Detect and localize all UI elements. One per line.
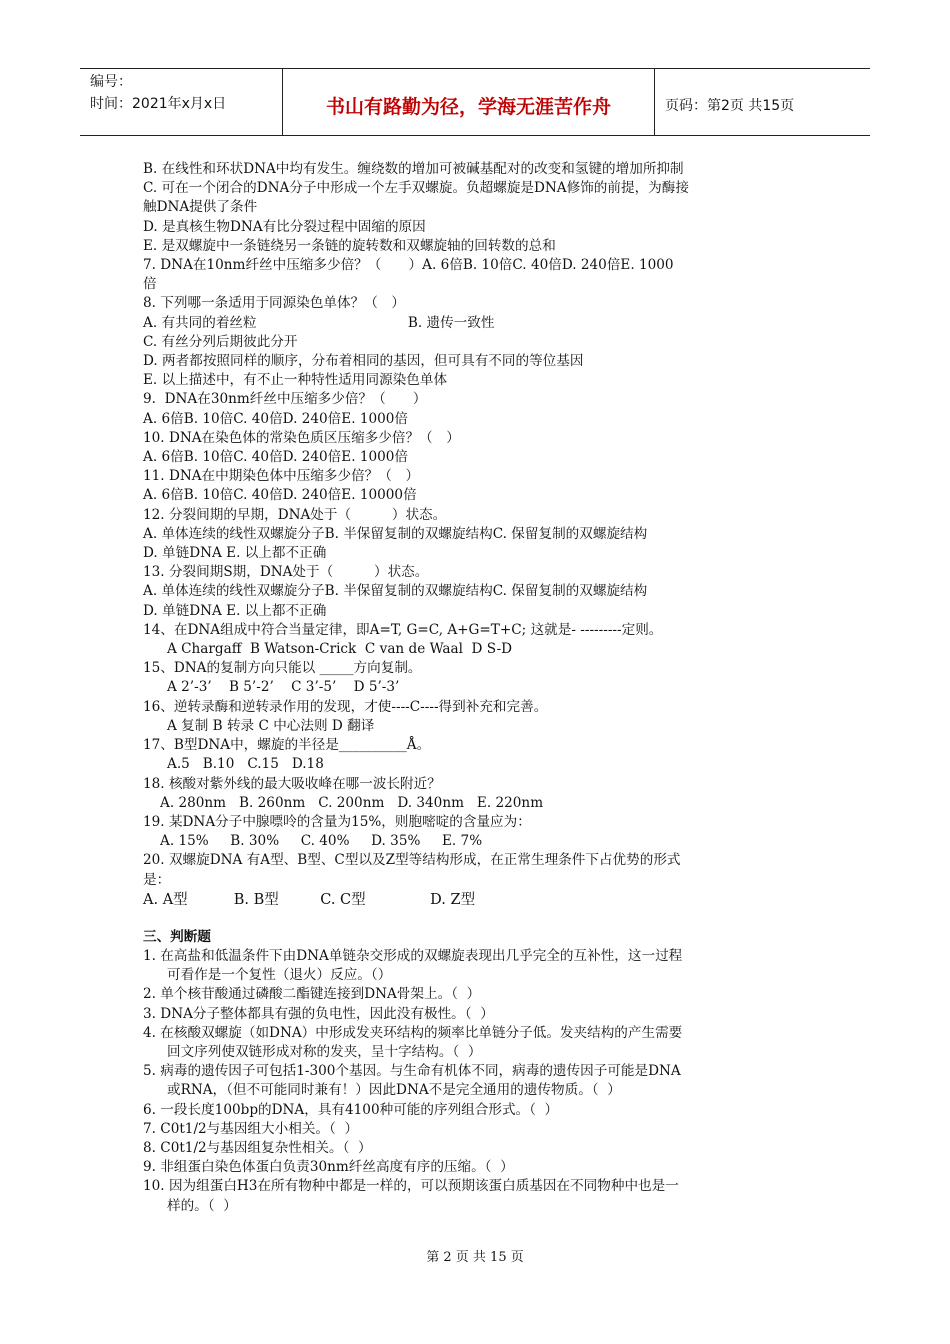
judge-item-5: 5. 病毒的遗传因子可包括1-300个基因。与生命有机体不同，病毒的遗传因子可能是DNA (143, 1063, 681, 1080)
judge-item-10: 10. 因为组蛋白H3在所有物种中都是一样的，可以预期该蛋白质基因在不同物种中也是一 (143, 1178, 679, 1195)
question-16: 16、逆转录酶和逆转录作用的发现，才使----C----得到补充和完善。 (143, 698, 548, 715)
text-line: D. 单链DNA E. 以上都不正确 (143, 545, 327, 562)
question-19: 19. 某DNA分子中腺嘌呤的含量为15%，则胞嘧啶的含量应为： (143, 813, 531, 830)
document-body (143, 160, 808, 1216)
text-line: A. 6倍B. 10倍C. 40倍D. 240倍E. 1000倍 (143, 410, 409, 427)
question-18: 18. 核酸对紫外线的最大吸收峰在哪一波长附近？ (143, 775, 441, 792)
page-footer: 第 2 页 共 15 页 (426, 1250, 524, 1265)
question-20: 20. 双螺旋DNA 有A型、B型、C型以及Z型等结构形成，在正常生理条件下占优势的形式 (143, 852, 681, 869)
header-meta (80, 69, 283, 135)
text-line: A 2’-3’ B 5’-2’ C 3’-5’ D 5’-3’ (167, 679, 400, 696)
text-line: A. 有共同的着丝粒 B. 遗传一致性 (143, 314, 495, 331)
judge-item-7: 7. C0t1/2与基因组大小相关。（ ） (143, 1120, 359, 1137)
text-line: A. 280nm B. 260nm C. 200nm D. 340nm E. 220nm (160, 794, 544, 811)
question-12: 12. 分裂间期的早期，DNA处于（ ）状态。 (143, 506, 447, 523)
text-line: D. 是真核生物DNA有比分裂过程中固缩的原因 (143, 218, 426, 235)
text-line: A. 单体连续的线性双螺旋分子B. 半保留复制的双螺旋结构C. 保留复制的双螺旋结构 (143, 525, 648, 542)
text-line: A. A型 B. B型 C. C型 D. Z型 (143, 891, 476, 908)
question-8: 8. 下列哪一条适用于同源染色单体？（ ） (143, 295, 405, 312)
text-line: 是： (143, 871, 171, 888)
text-line: E. 以上描述中，有不止一种特性适用同源染色单体 (143, 372, 448, 389)
text-line: A.5 B.10 C.15 D.18 (167, 756, 324, 773)
text-line: 或RNA，（但不可能同时兼有！）因此DNA不是完全通用的遗传物质。（ ） (167, 1082, 621, 1099)
header-motto: 书山有路勤为径，学海无涯苦作舟 (283, 69, 655, 135)
judge-item-2: 2. 单个核苷酸通过磷酸二酯键连接到DNA骨架上。（ ） (143, 986, 481, 1003)
judge-item-8: 8. C0t1/2与基因组复杂性相关。（ ） (143, 1139, 372, 1156)
number-label: 编号： (90, 74, 132, 90)
question-9: 9. DNA在30nm纤丝中压缩多少倍？（ ） (143, 391, 427, 408)
text-line: C. 有丝分列后期彼此分开 (143, 333, 298, 350)
text-line: D. 单链DNA E. 以上都不正确 (143, 602, 327, 619)
text-line: B. 在线性和环状DNA中均有发生。缠绕数的增加可被碱基配对的改变和氢键的增加所抑制 (143, 161, 684, 177)
text-line: C. 可在一个闭合的DNA分子中形成一个左手双螺旋。负超螺旋是DNA修饰的前提，为酶接 (143, 180, 689, 197)
text-line: A. 单体连续的线性双螺旋分子B. 半保留复制的双螺旋结构C. 保留复制的双螺旋结构 (143, 583, 648, 600)
text-line: A Chargaff B Watson-Crick C van de Waal D S-D (167, 641, 513, 658)
question-11: 11. DNA在中期染色体中压缩多少倍？（ ） (143, 468, 420, 485)
judge-item-9: 9. 非组蛋白染色体蛋白负责30nm纤丝高度有序的压缩。（ ） (143, 1159, 514, 1176)
question-15: 15、DNA的复制方向只能以 _____方向复制。 (143, 660, 422, 677)
question-14: 14、在DNA组成中符合当量定律，即A=T, G=C, A+G=T+C; 这就是- ---------定则。 (143, 621, 663, 638)
text-line: 倍 (143, 276, 157, 293)
text-line: 回文序列使双链形成对称的发夹，呈十字结构。（ ） (167, 1043, 482, 1060)
text-line: E. 是双螺旋中一条链绕另一条链的旋转数和双螺旋轴的回转数的总和 (143, 237, 556, 254)
question-13: 13. 分裂间期S期，DNA处于（ ）状态。 (143, 564, 429, 581)
judge-item-1: 1. 在高盐和低温条件下由DNA单链杂交形成的双螺旋表现出几乎完全的互补性，这一过程 (143, 947, 683, 964)
judge-item-3: 3. DNA分子整体都具有强的负电性，因此没有极性。（ ） (143, 1005, 494, 1022)
text-line: A. 15% B. 30% C. 40% D. 35% E. 7% (160, 833, 483, 850)
time-label: 时间：2021年x月x日 (90, 96, 227, 112)
page-header (80, 68, 870, 136)
header-page-label: 页码：第2页 共15页 (665, 98, 795, 114)
text-line: 可看作是一个复性（退火）反应。（） (167, 967, 392, 984)
judge-item-4: 4. 在核酸双螺旋（如DNA）中形成发夹环结构的频率比单链分子低。发夹结构的产生需要 (143, 1024, 683, 1041)
question-17: 17、B型DNA中，螺旋的半径是__________Å。 (143, 737, 431, 754)
text-line: A 复制 B 转录 C 中心法则 D 翻译 (167, 717, 375, 734)
section-title: 三、判断题 (143, 928, 211, 945)
text-line: 触DNA提供了条件 (143, 199, 258, 216)
text-line: A. 6倍B. 10倍C. 40倍D. 240倍E. 1000倍 (143, 449, 409, 466)
question-7: 7. DNA在10nm纤丝中压缩多少倍？（ ）A. 6倍B. 10倍C. 40倍D. 240倍E. 1000 (143, 257, 674, 274)
question-10: 10. DNA在染色体的常染色质区压缩多少倍？（ ） (143, 429, 460, 446)
text-line: 样的。（ ） (167, 1197, 237, 1214)
text-line: D. 两者都按照同样的顺序，分布着相同的基因，但可具有不同的等位基因 (143, 353, 584, 370)
judge-item-6: 6. 一段长度100bp的DNA，具有4100种可能的序列组合形式。（ ） (143, 1101, 559, 1118)
text-line: A. 6倍B. 10倍C. 40倍D. 240倍E. 10000倍 (143, 487, 417, 504)
